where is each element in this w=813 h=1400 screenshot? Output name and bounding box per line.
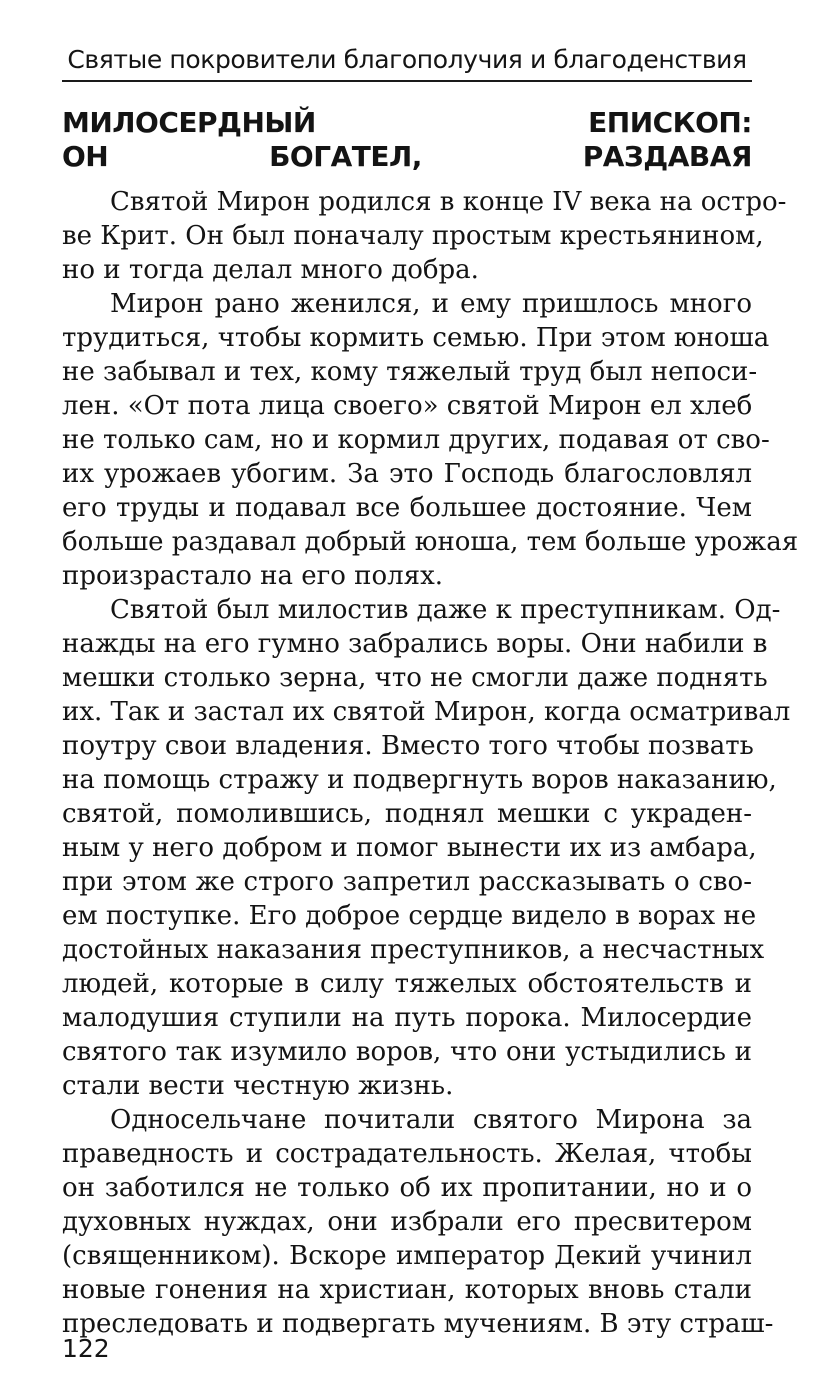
- text-line: он заботился не только об их пропитании, но и о: [62, 1173, 752, 1203]
- text-line: малодушия ступили на путь порока. Милосердие: [62, 1003, 752, 1033]
- paragraph: [62, 185, 787, 287]
- text-line: больше раздавал добрый юноша, тем больше урожая: [62, 527, 799, 557]
- text-line: их урожаев убогим. За это Господь благословлял: [62, 459, 752, 489]
- text-line: преследовать и подвергать мучениям. В эту страш-: [62, 1309, 774, 1339]
- text-line: Святой Мирон родился в конце IV века на остро-: [110, 187, 787, 217]
- header-rule: [62, 80, 752, 82]
- text-line: трудиться, чтобы кормить семью. При этом юноша: [62, 323, 770, 353]
- text-line: произрастало на его полях.: [62, 561, 444, 591]
- chapter-title: [62, 106, 752, 174]
- text-line: лен. «От пота лица своего» святой Мирон ел хлеб: [62, 391, 753, 421]
- page-number: 122: [62, 1334, 110, 1363]
- text-line: людей, которые в силу тяжелых обстоятельств и: [62, 969, 752, 999]
- text-line: не только сам, но и кормил других, подавая от сво-: [62, 425, 770, 455]
- text-line: но и тогда делал много добра.: [62, 255, 479, 285]
- text-line: праведность и сострадательность. Желая, чтобы: [62, 1139, 752, 1169]
- text-line: Святой был милостив даже к преступникам. Од-: [110, 595, 781, 625]
- text-line: на помощь стражу и подвергнуть воров наказанию,: [62, 765, 777, 795]
- chapter-title-line: МИЛОСЕРДНЫЙ ЕПИСКОП:: [62, 106, 752, 139]
- paragraph: [62, 593, 791, 1103]
- text-line: Мирон рано женился, и ему пришлось много: [110, 289, 752, 319]
- text-line: мешки столько зерна, что не смогли даже поднять: [62, 663, 768, 693]
- text-line: поутру свои владения. Вместо того чтобы позвать: [62, 731, 754, 761]
- text-line: ве Крит. Он был поначалу простым крестьянином,: [62, 221, 764, 251]
- text-line: его труды и подавал все большее достояние. Чем: [62, 493, 752, 523]
- text-line: святой, помолившись, поднял мешки с украден-: [62, 799, 752, 829]
- text-line: ем поступке. Его доброе сердце видело в ворах не: [62, 901, 757, 931]
- text-line: новые гонения на христиан, которых вновь стали: [62, 1275, 752, 1305]
- running-head: Святые покровители благополучия и благоденствия: [67, 45, 747, 74]
- chapter-title-line: ОН БОГАТЕЛ, РАЗДАВАЯ: [62, 140, 752, 173]
- text-line: их. Так и застал их святой Мирон, когда осматривал: [62, 697, 791, 727]
- text-line: стали вести честную жизнь.: [62, 1071, 454, 1101]
- paragraph: [62, 1103, 774, 1341]
- text-line: Односельчане почитали святого Мирона за: [110, 1105, 752, 1135]
- text-line: святого так изумило воров, что они устыдились и: [62, 1037, 752, 1067]
- text-line: нажды на его гумно забрались воры. Они набили в: [62, 629, 768, 659]
- body-text: [62, 185, 799, 1341]
- text-line: при этом же строго запретил рассказывать о сво-: [62, 867, 752, 897]
- text-line: достойных наказания преступников, а несчастных: [62, 935, 765, 965]
- text-line: (священником). Вскоре император Декий учинил: [62, 1241, 752, 1271]
- text-line: ным у него добром и помог вынести их из амбара,: [62, 833, 757, 863]
- paragraph: [62, 287, 799, 593]
- text-line: не забывал и тех, кому тяжелый труд был непоси-: [62, 357, 758, 387]
- text-line: духовных нуждах, они избрали его пресвитером: [62, 1207, 752, 1237]
